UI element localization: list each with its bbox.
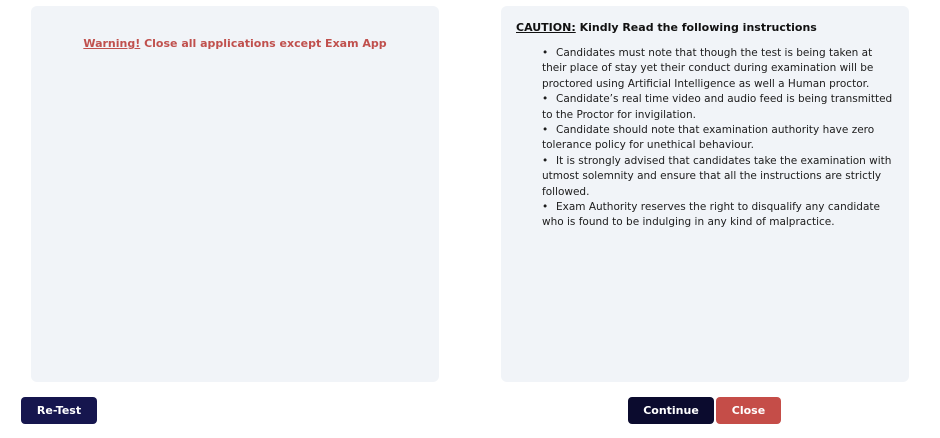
warning-text: Close all applications except Exam App [140, 37, 387, 50]
instruction-text: It is strongly advised that candidates take the examination with utmost solemnity and ensure that all the instructions are strictly followed. [542, 154, 892, 198]
bullet-icon: • [542, 154, 549, 167]
instruction-text: Candidate should note that examination authority have zero tolerance policy for unethical behaviour. [542, 124, 875, 152]
instruction-text: Exam Authority reserves the right to disqualify any candidate who is found to be indulging in any kind of malpractice. [542, 201, 880, 229]
caution-title: Kindly Read the following instructions [575, 21, 817, 34]
caution-label: CAUTION: [516, 21, 576, 34]
instruction-text: Candidate’s real time video and audio feed is being transmitted to the Proctor for invigilation. [542, 93, 893, 121]
bullet-icon: • [542, 201, 549, 214]
instruction-item [542, 46, 894, 92]
warning-panel [31, 6, 439, 382]
instruction-item [542, 154, 894, 200]
close-button[interactable]: Close [716, 397, 781, 424]
instruction-item [542, 200, 894, 231]
instruction-item [542, 123, 894, 154]
warning-label: Warning! [83, 37, 141, 50]
warning-message [31, 37, 439, 50]
instructions-list [542, 46, 894, 231]
instruction-text: Candidates must note that though the test is being taken at their place of stay yet their conduct during examination will be proctored using Artificial Intelligence as well a Human proctor. [542, 47, 874, 90]
instruction-item [542, 92, 894, 123]
retest-button[interactable]: Re-Test [21, 397, 97, 424]
bullet-icon: • [542, 47, 549, 59]
caution-heading [516, 21, 817, 34]
bullet-icon: • [542, 93, 549, 106]
continue-button[interactable]: Continue [628, 397, 714, 424]
instructions-panel [501, 6, 909, 382]
bullet-icon: • [542, 124, 549, 137]
